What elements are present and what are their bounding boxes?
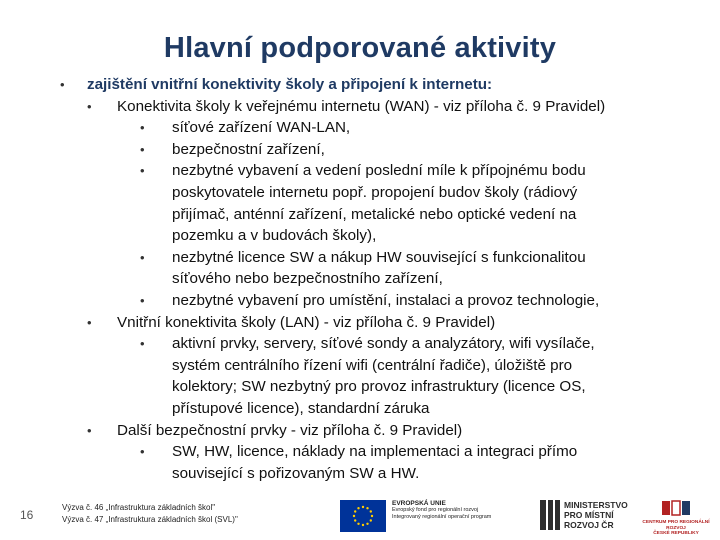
ministry-line-1: MINISTERSTVO (564, 500, 628, 510)
eu-star-icon (357, 523, 359, 525)
crr-logo (640, 498, 712, 536)
bullet-icon: • (60, 77, 65, 92)
eu-star-icon (354, 519, 356, 521)
eu-program: Integrovaný regionální operační program (392, 514, 492, 520)
bullet-line-level-3: systém centrálního řízení wifi (centrální řadiče), úložiště pro (172, 356, 573, 374)
ministry-line-3: ROZVOJ ČR (564, 520, 614, 530)
bullet-line-level-3: přijímač, anténní zařízení, metalické nebo optické vedení na (172, 205, 577, 223)
ministry-emblem-icon (540, 500, 560, 530)
crr-line-1: CENTRUM PRO REGIONÁLNÍ ROZVOJ (642, 520, 710, 531)
bullet-icon: • (140, 336, 145, 352)
eu-star-icon (354, 510, 356, 512)
page-title: Hlavní podporované aktivity (163, 32, 557, 64)
eu-title: EVROPSKÁ UNIE (392, 500, 446, 507)
eu-fund: Evropský fond pro regionální rozvoj (392, 507, 479, 513)
bullet-line-level-3: aktivní prvky, servery, síťové sondy a analyzátory, wifi vysílače, (172, 335, 595, 353)
bullet-line-level-3: nezbytné vybavení pro umístění, instalaci a provoz technologie, (172, 292, 600, 309)
bullet-line-level-3: nezbytné licence SW a nákup HW související s funkcionalitou (172, 248, 586, 266)
eu-star-icon (370, 519, 372, 521)
bullet-line-level-3: přístupové licence), standardní záruka (172, 400, 430, 417)
bullet-line-level-3: poskytovatele internetu popř. propojení budov školy (rádiový (172, 184, 578, 201)
crr-text (640, 520, 712, 537)
bullet-icon: • (140, 249, 145, 265)
eu-star-icon (353, 515, 355, 517)
eu-star-icon (362, 506, 364, 508)
bullet-line-level-3: pozemku a v budovách školy), (172, 227, 377, 245)
bullet-line-level-1: zajištění vnitřní konektivity školy a připojení k internetu: (87, 76, 493, 93)
eu-flag-icon (340, 500, 386, 532)
ministry-text (564, 500, 628, 530)
bullet-line-level-2: Konektivita školy k veřejnému internetu (WAN) - viz příloha č. 9 Pravidel) (117, 97, 606, 115)
bullet-line-level-3: kolektory; SW nezbytný pro provoz infrastruktury (licence OS, (172, 378, 586, 396)
eu-star-icon (357, 507, 359, 509)
bullet-icon: • (140, 120, 145, 136)
bullet-icon: • (87, 98, 92, 114)
footer (0, 492, 720, 540)
eu-star-icon (366, 507, 368, 509)
call-46: Výzva č. 46 „Infrastruktura základních škol" (62, 503, 216, 512)
bullet-icon: • (140, 141, 145, 157)
bullet-icon: • (87, 314, 92, 330)
bullet-line-level-3: nezbytné vybavení a vedení poslední míle k přípojnému bodu (172, 162, 586, 180)
eu-star-icon (371, 515, 373, 517)
eu-logo-text (392, 500, 491, 521)
eu-star-icon (366, 523, 368, 525)
call-47: Výzva č. 47 „Infrastruktura základních škol (SVL)" (62, 515, 238, 524)
bullet-line-level-3: bezpečnostní zařízení, (172, 140, 325, 158)
crr-line-2: ČESKÉ REPUBLIKY (653, 531, 699, 536)
bullet-icon: • (140, 444, 145, 460)
eu-star-icon (370, 510, 372, 512)
bullet-line-level-3: síťové zařízení WAN-LAN, (172, 119, 351, 137)
ministry-line-2: PRO MÍSTNÍ (564, 510, 614, 520)
bullet-line-level-3: síťového nebo bezpečnostního zařízení, (172, 270, 443, 288)
bullet-line-level-3: související s pořizovaným SW a HW. (172, 464, 420, 482)
crr-emblem-icon (640, 498, 712, 520)
bullet-line-level-2: Další bezpečnostní prvky - viz příloha č. 9 Pravidel) (117, 421, 463, 439)
bullet-icon: • (140, 163, 145, 179)
eu-star-icon (362, 524, 364, 526)
slide-number: 16 (20, 508, 34, 522)
bullet-icon: • (87, 422, 92, 438)
bullet-line-level-2: Vnitřní konektivita školy (LAN) - viz příloha č. 9 Pravidel) (117, 313, 496, 331)
call-references (62, 502, 238, 526)
bullet-icon: • (140, 293, 145, 308)
bullet-line-level-3: SW, HW, licence, náklady na implementaci a integraci přímo (172, 443, 578, 461)
